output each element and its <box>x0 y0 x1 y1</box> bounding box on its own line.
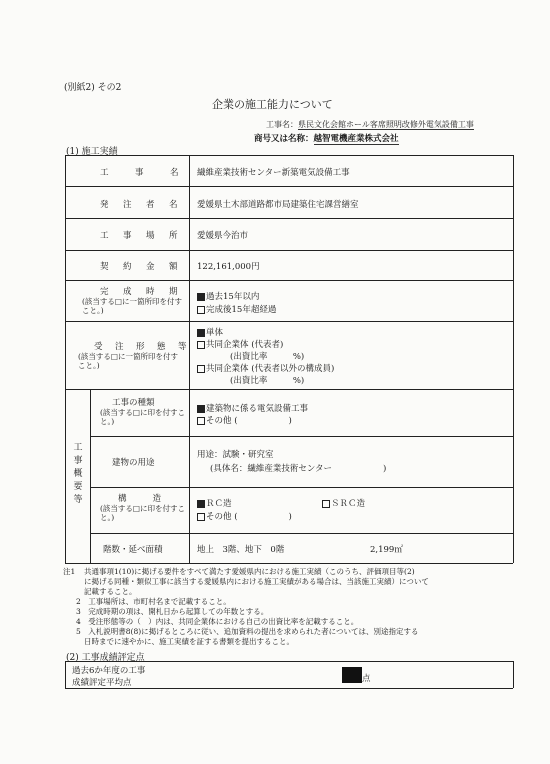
checkbox-checked-icon <box>197 293 205 301</box>
completion-option-1[interactable] <box>197 290 259 302</box>
client-value: 愛媛県土木部道路都市局建築住宅課営繕室 <box>197 200 359 210</box>
location-value: 愛媛県今治市 <box>197 231 249 241</box>
contract-option-1[interactable] <box>197 326 223 338</box>
checkbox-icon <box>197 417 205 425</box>
completion-option-label: 完成後15年超経過 <box>206 305 277 315</box>
checkbox-icon <box>197 341 205 349</box>
use-label: 建物の用途 <box>112 458 155 468</box>
note-line: 日時までに速やかに、施工実績を証する書類を提出すること。 <box>84 637 294 646</box>
company-label: 商号又は名称： <box>254 134 314 144</box>
contract-type-label: 受 注 形 態 等 <box>94 342 189 352</box>
structure-note: (該当する□に印を付すこと。) <box>100 504 186 522</box>
contract-option-label: 共同企業体 (代表者以外の構成員) <box>206 364 335 374</box>
annex-label: (別紙2) その2 <box>64 83 122 93</box>
amount-value: 122,161,000円 <box>197 262 260 272</box>
use-line-2: (具体名：繊維産業技術センター ) <box>210 464 387 474</box>
amount-label: 契 約 金 額 <box>100 262 181 272</box>
contract-type-note: (該当する□に一箇所印を付すこと。) <box>78 352 179 370</box>
kind-option-2[interactable] <box>197 414 292 426</box>
structure-option-rc[interactable] <box>197 497 232 509</box>
note-line: 2 工事場所は、市町村名まで記載すること。 <box>76 597 231 606</box>
checkbox-icon <box>322 500 330 508</box>
kind-option-label: その他 ( ) <box>206 416 292 426</box>
checkbox-checked-icon <box>197 405 205 413</box>
structure-option-src[interactable] <box>322 497 365 509</box>
note-line: 4 受注形態等の（ ）内は、共同企業体における自己の出資比率を記載すること。 <box>76 617 359 626</box>
structure-option-other[interactable] <box>197 510 292 522</box>
contract-option-label: 単体 <box>206 328 224 338</box>
completion-note: (該当する□に一箇所印を付すこと。) <box>82 297 183 315</box>
use-line-1: 用途：試験・研究室 <box>197 450 274 460</box>
checkbox-icon <box>197 306 205 314</box>
section2-heading: (2) 工事成績評定点 <box>66 653 145 663</box>
notes-prefix: 注1 <box>63 567 76 576</box>
checkbox-icon <box>197 365 205 373</box>
contract-ratio-1: (出資比率 %) <box>230 352 305 362</box>
contract-option-label: 共同企業体 (代表者) <box>206 340 284 350</box>
structure-option-label: その他 ( ) <box>206 512 292 522</box>
project-value: 繊維産業技術センター新築電気設備工事 <box>197 168 350 178</box>
floors-value: 地上 3階、地下 0階 <box>197 545 285 555</box>
kind-note: (該当する□に印を付すこと。) <box>100 408 186 426</box>
note-line: に掲げる同種・類似工事に該当する愛媛県内における施工実績がある場合は、当該施工実績）について <box>84 577 429 586</box>
note-line: 5 入札説明書8(8)に掲げるところに従い、追加資料の提出を求められた者については、別途指定する <box>76 627 419 636</box>
note-line: 共通事項1(10)に掲げる要件をすべて満たす愛媛県内における施工実績（このうち、評価項目等(2) <box>84 567 415 576</box>
page-title: 企業の施工能力について <box>212 98 333 111</box>
company-name-line <box>254 132 399 144</box>
redacted-score <box>342 667 362 683</box>
score-label-line-1: 過去6か年度の工事 <box>72 666 146 676</box>
completion-option-label: 過去15年以内 <box>206 292 260 302</box>
kind-label: 工事の種類 <box>112 398 155 408</box>
project-label: 工事名： <box>266 120 298 129</box>
completion-label: 完 成 時 期 <box>100 287 181 297</box>
company-name: 越智電機産業株式会社 <box>313 134 399 144</box>
overview-label: 工事概要等 <box>73 443 83 505</box>
kind-option-1[interactable] <box>197 402 308 414</box>
floors-label: 階数・延べ面積 <box>103 545 163 555</box>
score-label-line-2: 成績評定平均点 <box>72 678 132 688</box>
floor-area-value: 2,199㎡ <box>370 545 403 555</box>
structure-option-label: ＲＣ造 <box>206 499 232 509</box>
location-label: 工 事 場 所 <box>100 231 181 241</box>
contract-option-3[interactable] <box>197 362 334 374</box>
note-line: 3 完成時期の項は、開札日から起算しての年数とする。 <box>76 607 269 616</box>
contract-option-2[interactable] <box>197 338 283 350</box>
project-name-line <box>266 119 474 130</box>
section1-heading: (1) 施工実績 <box>66 147 118 157</box>
project-label-cell: 工 事 名 <box>100 168 188 178</box>
checkbox-checked-icon <box>197 500 205 508</box>
checkbox-checked-icon <box>197 329 205 337</box>
completion-option-2[interactable] <box>197 303 276 315</box>
kind-option-label: 建築物に係る電気設備工事 <box>206 404 309 414</box>
note-line: 記載すること。 <box>84 587 137 596</box>
score-unit: 点 <box>362 674 371 684</box>
contract-ratio-2: (出資比率 %) <box>230 376 305 386</box>
client-label: 発 注 者 名 <box>100 200 181 210</box>
project-name: 県民文化会館ホール客席照明改修外電気設備工事 <box>298 120 474 129</box>
structure-option-label: ＳＲＣ造 <box>331 499 366 509</box>
structure-label: 構 造 <box>118 494 165 504</box>
checkbox-icon <box>197 513 205 521</box>
